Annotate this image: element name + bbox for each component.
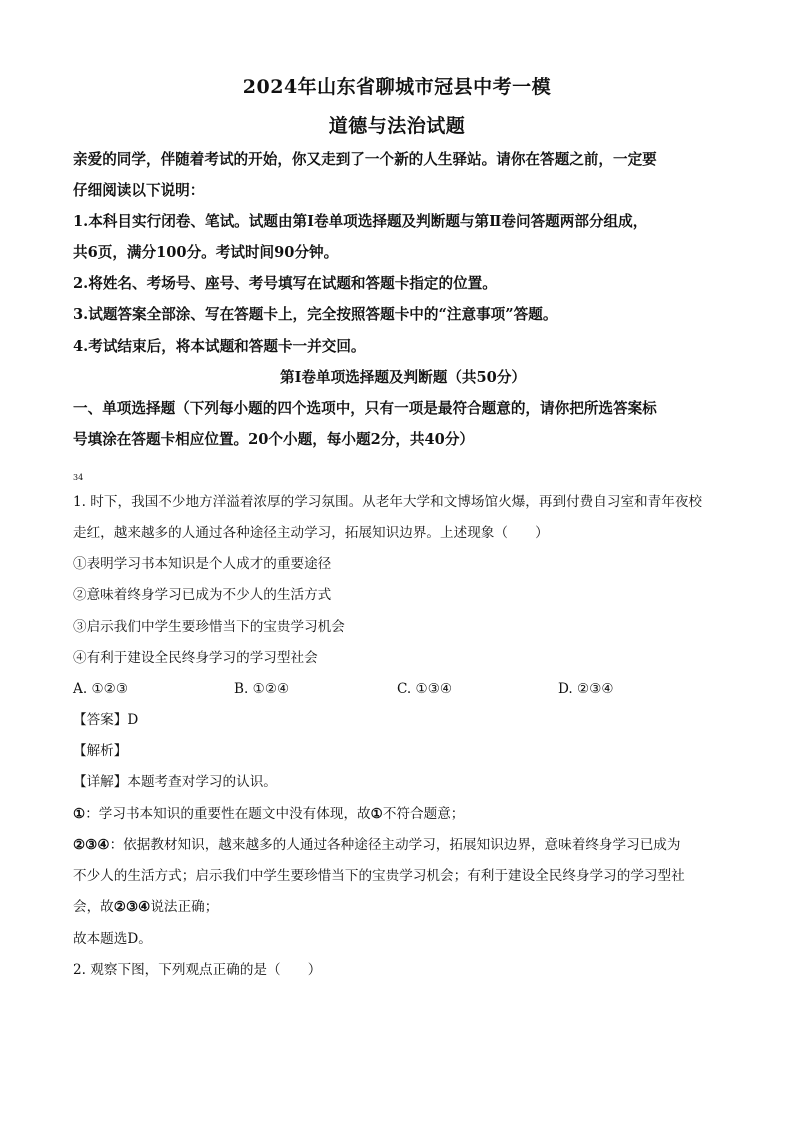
page-marker: 34 — [73, 473, 84, 482]
part-heading-a: 一、单项选择题（下列每小题的四个选项中，只有一项是最符合题意的，请你把所选答案标 — [73, 400, 657, 417]
exp2-lead: ②③④ — [73, 837, 110, 853]
exp2c-ref: ②③④ — [113, 899, 151, 915]
option-a: A. ①②③ — [73, 681, 129, 697]
option-c: C. ①③④ — [397, 681, 453, 697]
q2-stem: 2. 观察下图，下列观点正确的是（ ） — [73, 962, 322, 978]
instruction-item-3: 3.试题答案全部涂、写在答题卡上，完全按照答题卡中的“注意事项”答题。 — [73, 306, 558, 323]
exp2c-text: 会，故 — [73, 899, 114, 915]
instruction-item-1a: 1.本科目实行闭卷、笔试。试题由第Ⅰ卷单项选择题及判断题与第Ⅱ卷问答题两部分组成， — [73, 213, 648, 230]
exp1-end: 不符合题意； — [382, 806, 465, 822]
explanation-2c — [73, 897, 733, 917]
option-d: D. ②③④ — [558, 681, 614, 697]
page-title: 2024年山东省聊城市冠县中考一模 — [242, 76, 552, 98]
answer-value: D — [127, 712, 139, 728]
part-heading-b: 号填涂在答题卡相应位置。20个小题，每小题2分，共40分） — [73, 431, 475, 448]
answer-label: 【答案】 — [73, 712, 128, 728]
explanation-1 — [73, 804, 733, 824]
explanation-2a — [73, 835, 733, 855]
section-title: 第Ⅰ卷单项选择题及判断题（共50分） — [279, 369, 527, 386]
explanation-2b: 不少人的生活方式；启示我们中学生要珍惜当下的宝贵学习机会；有利于建设全民终身学习的学习型社 — [73, 868, 685, 884]
analysis-label: 【解析】 — [73, 743, 128, 759]
exp2-text: ：依据教材知识，越来越多的人通过各种途径主动学习，拓展知识边界，意味着终身学习已成为 — [109, 837, 681, 853]
instruction-item-4: 4.考试结束后，将本试题和答题卡一并交回。 — [73, 338, 366, 355]
conclusion: 故本题选D。 — [73, 931, 152, 947]
detail-label: 【详解】 — [73, 774, 128, 790]
q1-stem-a: 1. 时下，我国不少地方洋溢着浓厚的学习氛围。从老年大学和文博场馆火爆，再到付费自习室和青年夜校 — [73, 494, 703, 510]
answer-line — [73, 710, 733, 730]
q1-statement-4: ④有利于建设全民终身学习的学习型社会 — [73, 650, 318, 666]
detail-text: 本题考查对学习的认识。 — [127, 774, 277, 790]
exp1-ref: ① — [370, 806, 383, 822]
page-subtitle: 道德与法治试题 — [328, 115, 466, 137]
exp2c-end: 说法正确； — [150, 899, 219, 915]
intro-line-2: 仔细阅读以下说明： — [73, 182, 205, 199]
option-b: B. ①②④ — [234, 681, 290, 697]
detail-line — [73, 772, 733, 792]
intro-line-1: 亲爱的同学，伴随着考试的开始，你又走到了一个新的人生驿站。请你在答题之前，一定要 — [73, 151, 657, 168]
q1-stem-b: 走红，越来越多的人通过各种途径主动学习，拓展知识边界。上述现象（ ） — [73, 525, 549, 541]
instruction-item-2: 2.将姓名、考场号、座号、考号填写在试题和答题卡指定的位置。 — [73, 275, 497, 292]
exp1-text: ：学习书本知识的重要性在题文中没有体现，故 — [85, 806, 371, 822]
q1-statement-2: ②意味着终身学习已成为不少人的生活方式 — [73, 587, 332, 603]
q1-statement-3: ③启示我们中学生要珍惜当下的宝贵学习机会 — [73, 619, 345, 635]
instruction-item-1b: 共6页，满分100分。考试时间90分钟。 — [73, 244, 339, 261]
exp1-lead: ① — [73, 806, 86, 822]
q1-statement-1: ①表明学习书本知识是个人成才的重要途径 — [73, 556, 332, 572]
